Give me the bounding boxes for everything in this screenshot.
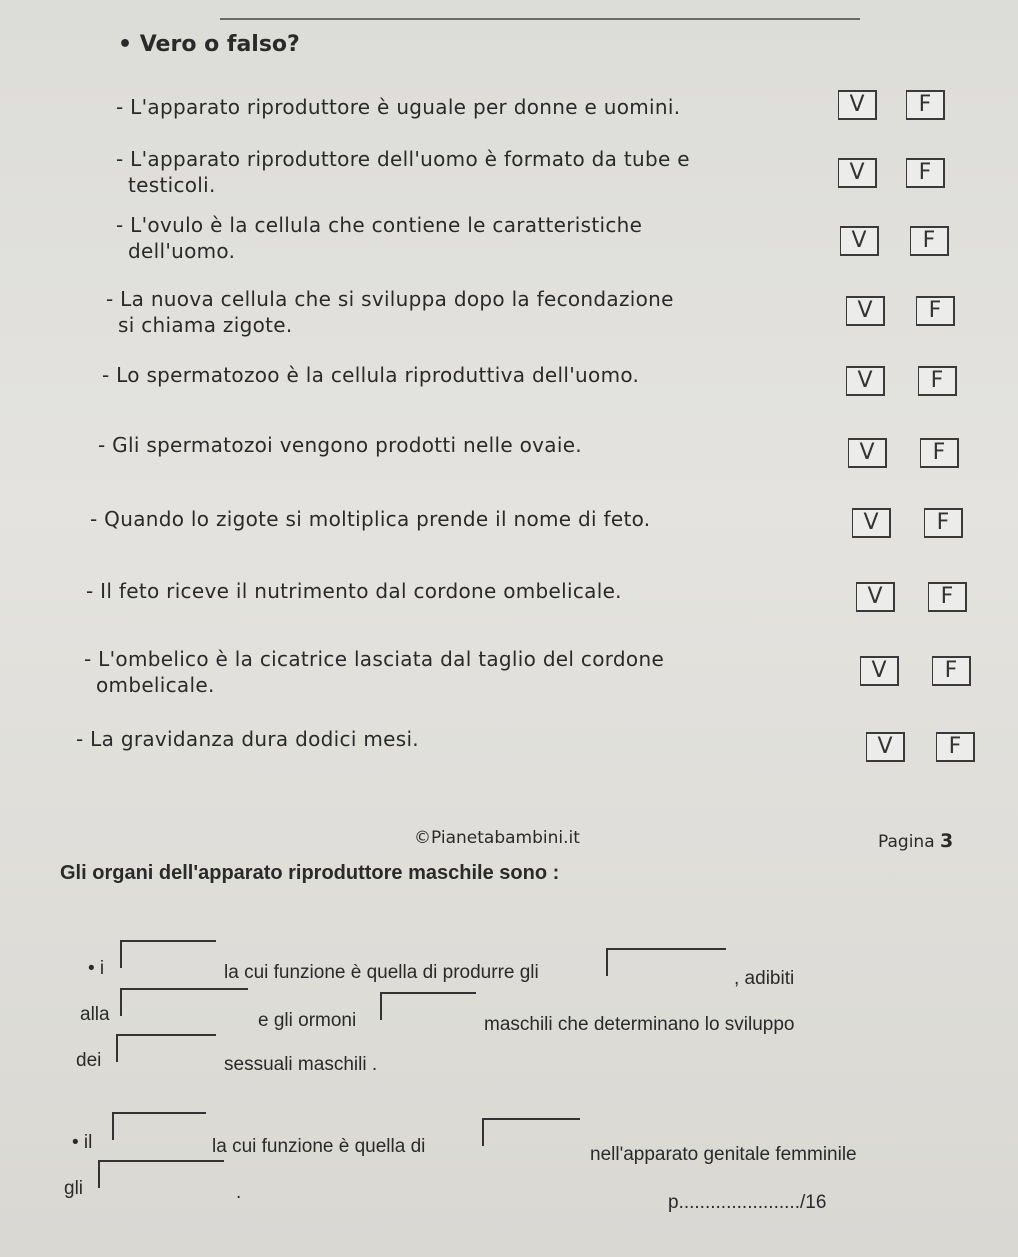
- statement-7: [90, 506, 650, 532]
- statement-3: [116, 212, 642, 264]
- statement-1: [116, 94, 680, 120]
- statement-6: [98, 432, 582, 458]
- statement-9-line2: ombelicale.: [96, 673, 215, 697]
- blank-5[interactable]: [116, 1034, 216, 1062]
- statement-2-line2: testicoli.: [128, 173, 216, 197]
- page-number: 3: [940, 830, 954, 852]
- statement-10: [76, 726, 419, 752]
- statement-3-true-box[interactable]: V: [840, 226, 879, 256]
- bullet-1-alla: alla: [80, 1004, 110, 1025]
- site-credit: ©Pianetabambini.it: [414, 828, 580, 848]
- statement-6-line1: - Gli spermatozoi vengono prodotti nelle ovaie.: [98, 433, 582, 457]
- statement-3-line1: - L'ovulo è la cellula che contiene le caratteristiche: [116, 213, 643, 237]
- score-line: p......................./16: [668, 1192, 827, 1213]
- bullet-2-dot: .: [236, 1182, 242, 1203]
- exercise-title: Gli organi dell'apparato riproduttore maschile sono :: [60, 862, 560, 884]
- bullet-1-text-2: , adibiti: [734, 968, 795, 989]
- top-cut-banner: [220, 0, 860, 20]
- statement-8-line1: - Il feto riceve il nutrimento dal cordone ombelicale.: [86, 579, 622, 603]
- section-heading: • Vero o falso?: [118, 32, 300, 57]
- statement-4-line1: - La nuova cellula che si sviluppa dopo la fecondazione: [106, 287, 674, 311]
- bullet-1-text-5: sessuali maschili .: [224, 1054, 378, 1075]
- statement-5-line1: - Lo spermatozoo è la cellula riproduttiva dell'uomo.: [102, 363, 640, 387]
- statement-2-true-box[interactable]: V: [838, 158, 877, 188]
- blank-8[interactable]: [98, 1160, 224, 1188]
- bullet-2-text-2: nell'apparato genitale femminile: [590, 1144, 857, 1165]
- statement-4-false-box[interactable]: F: [916, 296, 955, 326]
- blank-7[interactable]: [482, 1118, 580, 1146]
- bullet-2-text-1: la cui funzione è quella di: [212, 1136, 426, 1157]
- statement-9-true-box[interactable]: V: [860, 656, 899, 686]
- statement-8: [86, 578, 622, 604]
- statement-1-true-box[interactable]: V: [838, 90, 877, 120]
- statement-7-false-box[interactable]: F: [924, 508, 963, 538]
- bullet-1-marker: • i: [88, 958, 105, 979]
- statement-1-line1: - L'apparato riproduttore è uguale per donne e uomini.: [116, 95, 681, 119]
- statement-9: [84, 646, 664, 698]
- bullet-2-gli: gli: [64, 1178, 84, 1199]
- statement-3-line2: dell'uomo.: [128, 239, 236, 263]
- statement-9-line1: - L'ombelico è la cicatrice lasciata dal taglio del cordone: [84, 647, 665, 671]
- blank-3[interactable]: [120, 988, 248, 1016]
- statement-10-true-box[interactable]: V: [866, 732, 905, 762]
- statement-9-false-box[interactable]: F: [932, 656, 971, 686]
- statement-4-true-box[interactable]: V: [846, 296, 885, 326]
- statement-7-line1: - Quando lo zigote si moltiplica prende il nome di feto.: [90, 507, 651, 531]
- statement-10-line1: - La gravidanza dura dodici mesi.: [76, 727, 419, 751]
- page-label: Pagina: [878, 832, 935, 852]
- blank-2[interactable]: [606, 948, 726, 976]
- bullet-1-dei: dei: [76, 1050, 102, 1071]
- statement-4-line2: si chiama zigote.: [118, 313, 293, 337]
- statement-3-false-box[interactable]: F: [910, 226, 949, 256]
- page-indicator: [878, 830, 953, 852]
- statement-5: [102, 362, 639, 388]
- blank-4[interactable]: [380, 992, 476, 1020]
- statement-5-false-box[interactable]: F: [918, 366, 957, 396]
- section-title: Vero o falso?: [139, 32, 300, 57]
- statement-6-false-box[interactable]: F: [920, 438, 959, 468]
- statement-1-false-box[interactable]: F: [906, 90, 945, 120]
- statement-2-line1: - L'apparato riproduttore dell'uomo è formato da tube e: [116, 147, 690, 171]
- statement-7-true-box[interactable]: V: [852, 508, 891, 538]
- statement-8-false-box[interactable]: F: [928, 582, 967, 612]
- bullet-1-text-1: la cui funzione è quella di produrre gli: [224, 962, 539, 983]
- statement-10-false-box[interactable]: F: [936, 732, 975, 762]
- statement-4: [106, 286, 674, 338]
- bullet-2-marker: • il: [72, 1132, 93, 1153]
- bullet-1-text-3: e gli ormoni: [258, 1010, 357, 1031]
- blank-6[interactable]: [112, 1112, 206, 1140]
- statement-5-true-box[interactable]: V: [846, 366, 885, 396]
- statement-8-true-box[interactable]: V: [856, 582, 895, 612]
- statement-2: [116, 146, 690, 198]
- statement-2-false-box[interactable]: F: [906, 158, 945, 188]
- blank-1[interactable]: [120, 940, 216, 968]
- statement-6-true-box[interactable]: V: [848, 438, 887, 468]
- bullet-1-text-4: maschili che determinano lo sviluppo: [484, 1014, 795, 1035]
